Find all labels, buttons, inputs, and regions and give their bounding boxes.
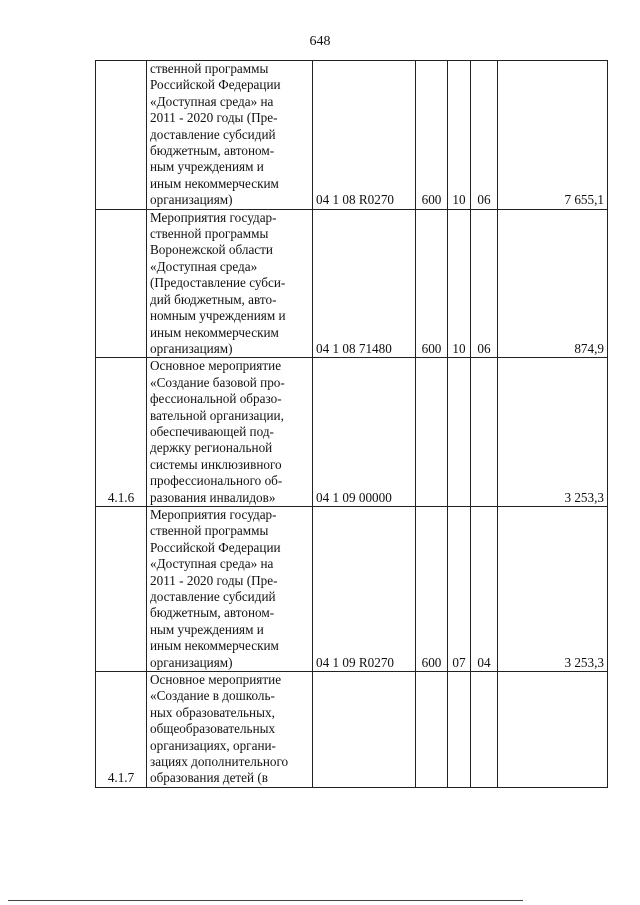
target-code: 04 1 09 00000	[313, 358, 416, 507]
table-row	[96, 61, 608, 210]
item-number	[96, 209, 147, 358]
description-line: организациям)	[150, 192, 233, 208]
description-line: (Предоставление субси-	[150, 275, 286, 291]
item-number: 4.1.6	[96, 358, 147, 507]
description-line: «Доступная среда» на	[150, 93, 274, 109]
item-description	[147, 358, 313, 507]
page-number: 648	[309, 34, 331, 49]
description-line: профессионального об-	[150, 473, 283, 489]
item-description	[147, 61, 313, 210]
description-line: ственной программы	[150, 61, 269, 76]
description-line: держку региональной	[150, 440, 273, 456]
expense-type: 600	[416, 209, 448, 358]
table-row	[96, 506, 608, 671]
target-code: 04 1 09 R0270	[313, 506, 416, 671]
table-row	[96, 672, 608, 788]
amount: 874,9	[498, 209, 608, 358]
description-line: Воронежской области	[150, 242, 273, 258]
description-line: обеспечивающей под-	[150, 423, 274, 439]
description-line: организациям)	[150, 340, 233, 356]
expense-type	[416, 672, 448, 788]
description-line: разования инвалидов»	[150, 489, 276, 505]
description-line: иным некоммерческим	[150, 324, 279, 340]
description-line: «Создание в дошколь-	[150, 688, 275, 704]
amount: 3 253,3	[498, 358, 608, 507]
description-line: зациях дополнительного	[150, 754, 289, 770]
amount: 3 253,3	[498, 506, 608, 671]
description-line: Основное мероприятие	[150, 672, 282, 688]
description-line: бюджетным, автоном-	[150, 143, 275, 159]
footer-rule	[8, 900, 523, 901]
description-line: Основное мероприятие	[150, 358, 282, 374]
expense-type	[416, 358, 448, 507]
description-line: вательной организации,	[150, 407, 284, 423]
description-line: «Создание базовой про-	[150, 374, 285, 390]
expense-type: 600	[416, 506, 448, 671]
description-line: образования детей (в	[150, 770, 269, 786]
description-line: ным учреждениям и	[150, 159, 264, 175]
description-line: Российской Федерации	[150, 539, 281, 555]
description-line: общеобразовательных	[150, 721, 276, 737]
description-line: иным некоммерческим	[150, 638, 279, 654]
description-line: Мероприятия государ-	[150, 209, 277, 225]
expense-type: 600	[416, 61, 448, 210]
description-line: Мероприятия государ-	[150, 506, 277, 522]
section-code: 07	[448, 506, 471, 671]
item-description	[147, 506, 313, 671]
description-line: ственной программы	[150, 523, 269, 539]
description-line: доставление субсидий	[150, 126, 276, 142]
description-line: номным учреждениям и	[150, 308, 286, 324]
description-line: Российской Федерации	[150, 77, 281, 93]
description-line: «Доступная среда» на	[150, 556, 274, 572]
table-row	[96, 358, 608, 507]
target-code: 04 1 08 71480	[313, 209, 416, 358]
section-code: 10	[448, 61, 471, 210]
section-code: 10	[448, 209, 471, 358]
target-code: 04 1 08 R0270	[313, 61, 416, 210]
description-line: ственной программы	[150, 226, 269, 242]
budget-table	[95, 60, 608, 788]
description-line: дий бюджетным, авто-	[150, 291, 277, 307]
item-number: 4.1.7	[96, 672, 147, 788]
section-code	[448, 358, 471, 507]
item-description	[147, 672, 313, 788]
section-code	[448, 672, 471, 788]
description-line: фессиональной образо-	[150, 391, 282, 407]
item-number	[96, 506, 147, 671]
target-code	[313, 672, 416, 788]
item-description	[147, 209, 313, 358]
description-line: ных образовательных,	[150, 704, 275, 720]
description-line: ным учреждениям и	[150, 621, 264, 637]
description-line: системы инклюзивного	[150, 456, 282, 472]
subsection-code	[471, 672, 498, 788]
description-line: 2011 - 2020 годы (Пре-	[150, 110, 278, 126]
subsection-code: 04	[471, 506, 498, 671]
description-line: организациях, органи-	[150, 737, 276, 753]
subsection-code: 06	[471, 209, 498, 358]
description-line: иным некоммерческим	[150, 175, 279, 191]
description-line: 2011 - 2020 годы (Пре-	[150, 572, 278, 588]
amount: 7 655,1	[498, 61, 608, 210]
description-line: «Доступная среда»	[150, 258, 258, 274]
item-number	[96, 61, 147, 210]
description-line: бюджетным, автоном-	[150, 605, 275, 621]
subsection-code: 06	[471, 61, 498, 210]
subsection-code	[471, 358, 498, 507]
description-line: доставление субсидий	[150, 589, 276, 604]
description-line: организациям)	[150, 654, 233, 670]
table-row	[96, 209, 608, 358]
amount	[498, 672, 608, 788]
